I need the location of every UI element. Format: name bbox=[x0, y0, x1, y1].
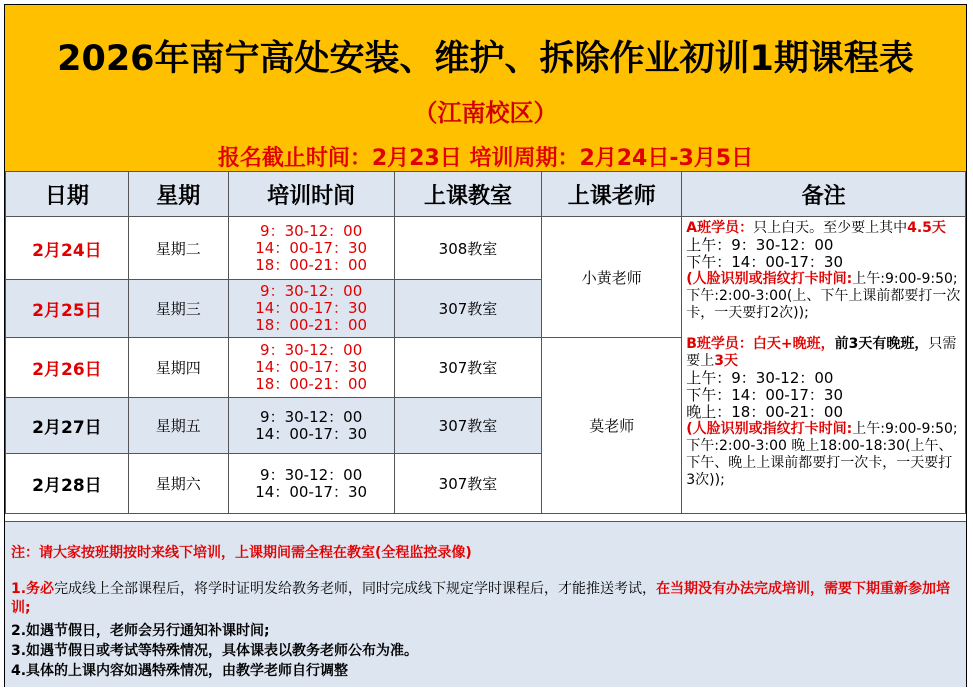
note-b-checkin bbox=[686, 421, 961, 489]
note-a-checkin bbox=[686, 271, 961, 322]
note-a-pm: 下午：14：00-17：30 bbox=[686, 253, 843, 271]
time-cell bbox=[228, 454, 394, 514]
date-cell: 2月24日 bbox=[6, 217, 129, 280]
note-b-text2: 只需要上 bbox=[686, 336, 957, 369]
table-row bbox=[6, 217, 966, 280]
room-cell: 307教室 bbox=[394, 398, 542, 454]
campus-subtitle: （江南校区） bbox=[413, 99, 558, 127]
col-header-date: 日期 bbox=[6, 172, 129, 217]
time-slot: 9：30-12：00 bbox=[260, 465, 363, 484]
table-header-row bbox=[6, 172, 966, 217]
note-a bbox=[686, 220, 961, 237]
note-b-pm: 下午：14：00-17：30 bbox=[686, 386, 843, 404]
weekday-cell: 星期六 bbox=[128, 454, 228, 514]
note-b bbox=[686, 336, 961, 370]
note-b-am: 上午：9：30-12：00 bbox=[686, 369, 834, 387]
time-slot: 14：00-17：30 bbox=[255, 482, 368, 501]
time-cell bbox=[228, 217, 394, 280]
col-header-weekday: 星期 bbox=[128, 172, 228, 217]
notes-cell bbox=[682, 217, 966, 514]
note-a-text: 只上白天。至少要上其中 bbox=[753, 220, 908, 236]
note-a-am: 上午：9：30-12：00 bbox=[686, 236, 834, 254]
time-cell bbox=[228, 338, 394, 398]
footer-notice: 注：请大家按班期按时来线下培训，上课期间需全程在教室(全程监控录像) bbox=[11, 545, 472, 561]
note-b-days: 3天 bbox=[714, 353, 738, 369]
note-a-checkin-text: 上午:9:00-9:50;下午:2:00-3:00(上、下午上课前都要打一次卡，一天要打2次)); bbox=[686, 271, 961, 321]
date-cell: 2月27日 bbox=[6, 398, 129, 454]
footer-item-1-prefix: 1.务必 bbox=[11, 581, 55, 597]
room-cell: 308教室 bbox=[394, 217, 542, 280]
page-title: 2026年南宁高处安装、维护、拆除作业初训1期课程表 bbox=[57, 39, 914, 79]
col-header-room: 上课教室 bbox=[394, 172, 542, 217]
room-cell: 307教室 bbox=[394, 454, 542, 514]
schedule-sheet bbox=[4, 4, 967, 687]
time-slot: 9：30-12：00 bbox=[260, 341, 363, 359]
room-cell: 307教室 bbox=[394, 338, 542, 398]
weekday-cell: 星期四 bbox=[128, 338, 228, 398]
time-slot: 14：00-17：30 bbox=[255, 299, 368, 317]
time-cell bbox=[228, 280, 394, 338]
teacher-cell: 小黄老师 bbox=[542, 217, 682, 338]
note-b-checkin-label: (人脸识别或指纹打卡时间: bbox=[686, 421, 853, 437]
weekday-cell: 星期三 bbox=[128, 280, 228, 338]
weekday-cell: 星期五 bbox=[128, 398, 228, 454]
time-cell bbox=[228, 398, 394, 454]
schedule-table bbox=[5, 171, 966, 514]
note-b-label: B班学员：白天+晚班， bbox=[686, 336, 835, 352]
col-header-time: 培训时间 bbox=[228, 172, 394, 217]
footer-item-3: 3.如遇节假日或考试等特殊情况，具体课表以教务老师公布为准。 bbox=[11, 643, 419, 659]
time-slot: 14：00-17：30 bbox=[255, 238, 368, 257]
footer-item-2: 2.如遇节假日，老师会另行通知补课时间; bbox=[11, 623, 270, 639]
date-cell: 2月26日 bbox=[6, 338, 129, 398]
date-cell: 2月25日 bbox=[6, 280, 129, 338]
date-cell: 2月28日 bbox=[6, 454, 129, 514]
time-slot: 14：00-17：30 bbox=[255, 424, 368, 443]
weekday-cell: 星期二 bbox=[128, 217, 228, 280]
room-cell: 307教室 bbox=[394, 280, 542, 338]
footer-item-1-warning: 在当期没有办法完成培训，需要下期重新参加培训; bbox=[11, 581, 951, 616]
time-slot: 18：00-21：00 bbox=[255, 375, 368, 393]
note-b-text1: 前3天有晚班， bbox=[834, 336, 929, 352]
time-slot: 9：30-12：00 bbox=[260, 407, 363, 426]
time-slot: 18：00-21：00 bbox=[255, 255, 368, 274]
header-banner bbox=[5, 5, 966, 172]
note-b-eve: 晚上：18：00-21：00 bbox=[686, 403, 843, 421]
col-header-teacher: 上课老师 bbox=[542, 172, 682, 217]
footer-item-4: 4.具体的上课内容如遇特殊情况，由教学老师自行调整 bbox=[11, 663, 349, 679]
note-b-checkin-text: 上午:9:00-9:50;下午:2:00-3:00 晚上18:00-18:30(上午、下午、晚上上课前都要打一次卡，一天要打3次)); bbox=[686, 421, 958, 488]
note-a-label: A班学员： bbox=[686, 220, 754, 236]
note-a-days: 4.5天 bbox=[907, 220, 946, 236]
footer-item-1 bbox=[11, 580, 961, 618]
footer-item-1-text: 完成线上全部课程后，将学时证明发给教务老师，同时完成线下规定学时课程后，才能推送考试， bbox=[54, 581, 657, 597]
time-slot: 14：00-17：30 bbox=[255, 358, 368, 376]
registration-deadline: 报名截止时间：2月23日 培训周期：2月24日-3月5日 bbox=[217, 146, 754, 171]
footer-notes bbox=[5, 521, 966, 687]
teacher-cell: 莫老师 bbox=[542, 338, 682, 514]
col-header-notes: 备注 bbox=[682, 172, 966, 217]
time-slot: 18：00-21：00 bbox=[255, 316, 368, 334]
note-a-checkin-label: (人脸识别或指纹打卡时间: bbox=[686, 271, 853, 287]
time-slot: 9：30-12：00 bbox=[260, 221, 363, 240]
time-slot: 9：30-12：00 bbox=[260, 282, 363, 300]
